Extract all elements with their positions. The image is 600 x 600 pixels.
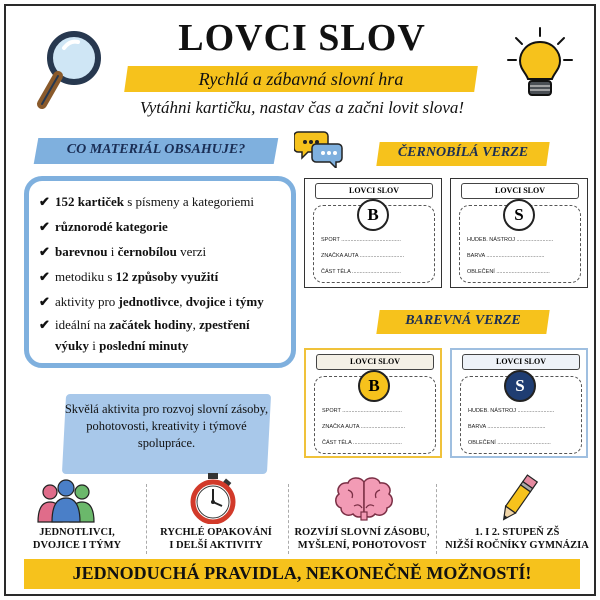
feature-label: JEDNOTLIVCI, DVOJICE I TÝMY [32, 527, 122, 551]
card-category: ČÁST TĚLA ................................ [321, 269, 401, 275]
list-item: ✔ barevnou i černobílou verzi [39, 239, 283, 264]
check-icon: ✔ [39, 244, 50, 259]
card-letter: B [358, 370, 390, 402]
people-icon [36, 478, 96, 524]
color-version-heading: BAREVNÁ VERZE [405, 313, 521, 328]
check-icon: ✔ [39, 269, 50, 284]
bw-version-heading: ČERNOBÍLÁ VERZE [397, 145, 529, 160]
card-color-s [450, 348, 588, 458]
card-category: ČÁST TĚLA ................................ [322, 440, 402, 446]
speech-bubbles-icon [294, 128, 344, 168]
card-category: SPORT ....................................... [321, 237, 401, 243]
materials-heading: CO MATERIÁL OBSAHUJE? [66, 142, 246, 157]
divider [436, 484, 437, 554]
card-header: LOVCI SLOV [461, 183, 579, 199]
tagline: Vytáhni kartičku, nastav čas a začni lovit slova! [139, 98, 465, 117]
card-category: OBLEČENÍ ................................... [467, 269, 550, 275]
card-category: ZNAČKA AUTA ............................. [321, 253, 405, 259]
feature-label: 1. I 2. STUPEŇ ZŠ NIŽŠÍ ROČNÍKY GYMNÁZIA [445, 527, 589, 551]
check-icon: ✔ [39, 194, 50, 209]
card-bw-b [304, 178, 442, 288]
card-header: LOVCI SLOV [315, 183, 433, 199]
divider [146, 484, 147, 554]
card-category: HUDEB. NÁSTROJ ........................ [467, 237, 554, 243]
card-category: BARVA ...................................... [468, 424, 546, 430]
list-item: ✔ ideální na začátek hodiny, zpestření výuky i poslední minuty [39, 314, 283, 356]
card-letter: S [504, 370, 536, 402]
card-category: BARVA ...................................... [467, 253, 545, 259]
pencil-icon [496, 472, 540, 526]
list-item: ✔ metodiku s 12 způsoby využití [39, 264, 283, 289]
page-title: LOVCI SLOV [178, 17, 426, 59]
card-category: ZNAČKA AUTA ............................. [322, 424, 406, 430]
card-header: LOVCI SLOV [462, 354, 580, 370]
card-letter: B [357, 199, 389, 231]
feature-label: RYCHLÉ OPAKOVÁNÍ I DELŠÍ AKTIVITY [160, 527, 272, 551]
card-category: HUDEB. NÁSTROJ ........................ [468, 408, 555, 414]
card-letter: S [503, 199, 535, 231]
card-header: LOVCI SLOV [316, 354, 434, 370]
materials-list [24, 176, 296, 368]
list-item: ✔ 152 kartiček s písmeny a kategoriemi [39, 189, 283, 214]
card-color-b [304, 348, 442, 458]
footer-text: JEDNODUCHÁ PRAVIDLA, NEKONEČNĚ MOŽNOSTÍ! [72, 563, 532, 583]
divider [288, 484, 289, 554]
poster [4, 4, 596, 596]
list-item: ✔ aktivity pro jednotlivce, dvojice i týmy [39, 289, 283, 314]
list-item: ✔ různorodé kategorie [39, 214, 283, 239]
check-icon: ✔ [39, 219, 50, 234]
card-bw-s [450, 178, 588, 288]
feature-label: ROZVÍJÍ SLOVNÍ ZÁSOBU, MYŠLENÍ, POHOTOVOST [294, 527, 430, 551]
skills-text: Skvělá aktivita pro rozvoj slovní zásoby, pohotovosti, kreativity i týmové spolupráce. [64, 402, 269, 450]
check-icon: ✔ [39, 294, 50, 309]
card-category: OBLEČENÍ ................................... [468, 440, 551, 446]
check-icon: ✔ [39, 317, 50, 332]
card-category: SPORT ....................................... [322, 408, 402, 414]
stopwatch-icon [188, 472, 238, 524]
brain-icon [334, 476, 394, 522]
subtitle: Rychlá a zábavná slovní hra [198, 69, 404, 89]
